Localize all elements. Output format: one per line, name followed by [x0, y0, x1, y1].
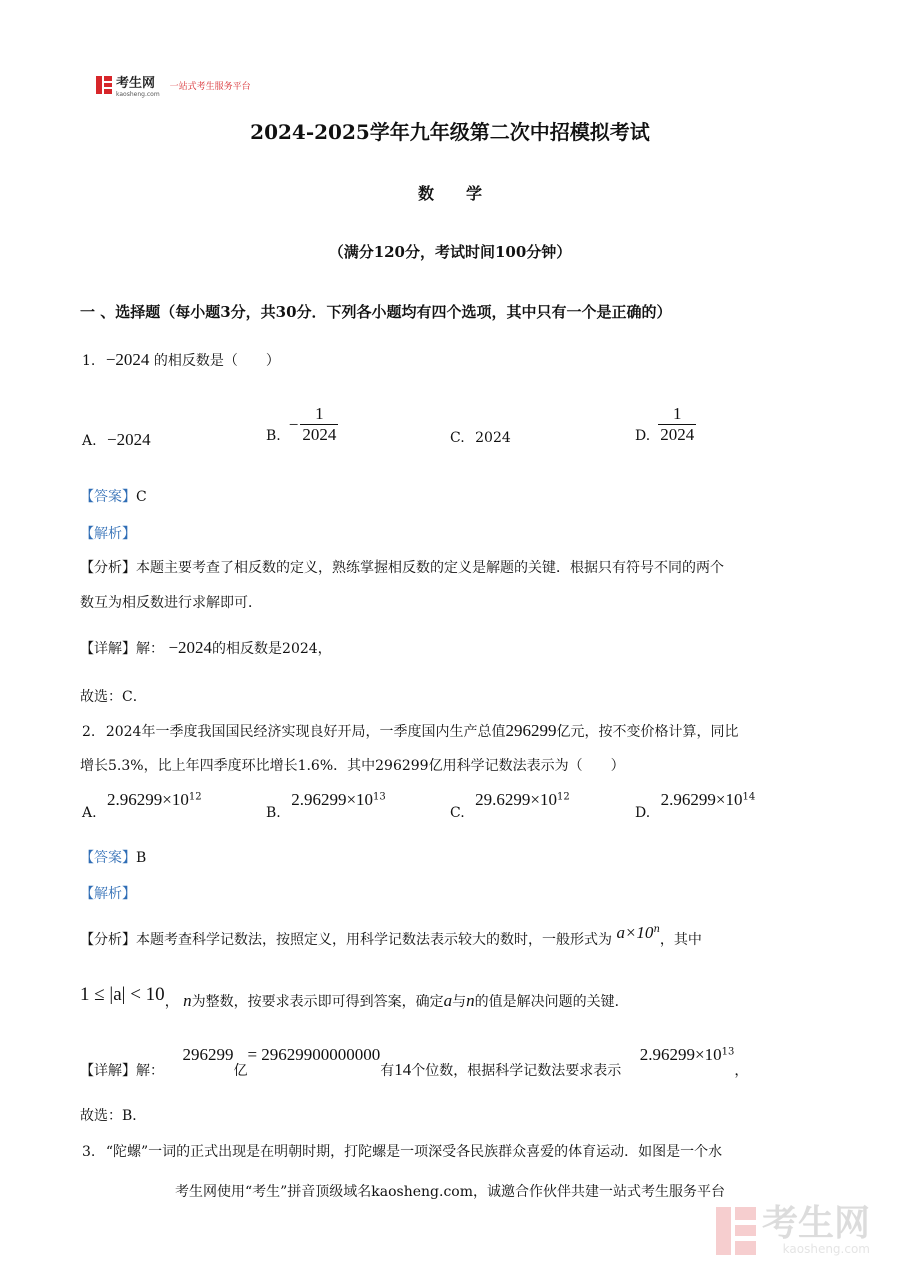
detail-result-exponent: 13 [721, 1046, 735, 1058]
q2-option-d [635, 790, 756, 821]
q1-analysis-tag: 【解析】 [80, 526, 136, 542]
q1-stem-text: 的相反数是（ ） [153, 353, 280, 369]
answer-tag: 【答案】 [80, 489, 136, 505]
answer-value: C [136, 489, 147, 505]
logo-text: 考生网 [116, 76, 156, 91]
detail-value: 296299 [182, 1045, 234, 1064]
option-value: −2024 [107, 430, 151, 449]
watermark-text-block [761, 1203, 870, 1256]
q3-number: 3. [82, 1144, 96, 1160]
q1-expr: −2024 [105, 350, 150, 369]
fraction-denominator: 2024 [660, 425, 695, 444]
section-heading: 一 、选择题（每小题3分，共30分．下列各小题均有四个选项，其中只有一个是正确的） [80, 303, 672, 321]
exam-title: 2024-2025学年九年级第二次中招模拟考试 [250, 120, 650, 144]
fenxi-form: a×10 [616, 923, 654, 942]
q2-fenxi-line1 [80, 923, 702, 949]
watermark-logo [716, 1203, 870, 1256]
q2-stem-line1 [82, 721, 738, 741]
condition-n: n [183, 991, 192, 1010]
detail-post: 的相反数是2024， [212, 641, 332, 657]
q1-fenxi-line2: 数互为相反数进行求解即可． [80, 595, 262, 611]
answer-value: B [136, 850, 147, 866]
q1-option-c [450, 430, 511, 446]
watermark-text: 考生网 [761, 1203, 870, 1244]
exam-subject: 数 学 [417, 184, 482, 203]
stem-text: 2024年一季度我国国民经济实现良好开局，一季度国内生产总值 [105, 724, 506, 740]
logo-text-block [116, 72, 160, 98]
option-label: C. [450, 430, 465, 446]
option-sign: − [288, 414, 299, 434]
q1-number: 1. [82, 353, 96, 369]
detail-end: ， [734, 1063, 749, 1079]
option-base: 2.96299×10 [107, 790, 189, 809]
option-exponent: 13 [373, 791, 386, 803]
answer-tag: 【答案】 [80, 850, 136, 866]
logo-sub: kaosheng.com [116, 91, 160, 98]
q1-answer [80, 486, 147, 506]
q2-condition-line [80, 984, 629, 1012]
option-exponent: 14 [742, 791, 756, 803]
option-exponent: 12 [188, 791, 202, 803]
option-value: 2024 [475, 430, 511, 446]
kaosheng-logo-icon [96, 76, 112, 94]
detail-pre: 解： [136, 1063, 164, 1079]
detail-text: 有 [380, 1063, 395, 1079]
option-fraction [658, 404, 696, 445]
page-footer: 考生网使用“考生”拼音顶级域名kaosheng.com，诚邀合作伙伴共建一站式考生服务平台 [174, 1184, 726, 1200]
q1-option-b [266, 404, 338, 445]
exam-note: （满分120分，考试时间100分钟） [328, 243, 572, 261]
fenxi-form-exponent: n [653, 924, 660, 936]
detail-digits: 14 [394, 1060, 412, 1079]
q2-stem-line2: 增长5.3%，比上年四季度环比增长1.6%．其中296299亿用科学记数法表示为（ ） [80, 758, 625, 774]
q1-fenxi-line1 [80, 557, 724, 577]
option-label: B. [266, 427, 281, 444]
detail-tag: 【详解】 [80, 1063, 136, 1079]
option-base: 29.6299×10 [475, 790, 557, 809]
option-label: D. [635, 805, 651, 821]
condition-a: a [443, 991, 453, 1010]
detail-equation: = 29629900000000 [247, 1045, 381, 1064]
q2-number: 2. [82, 724, 96, 740]
q2-detail [80, 1045, 749, 1079]
q2-analysis-tag: 【解析】 [80, 886, 136, 902]
option-base: 2.96299×10 [291, 790, 374, 809]
detail-pre: 解： [136, 641, 164, 657]
q1-option-d [635, 404, 696, 445]
stem-text: “陀螺”一词的正式出现是在明朝时期，打陀螺是一项深受各民族群众喜爱的体育运动．如图是一个水 [105, 1144, 723, 1160]
fenxi-text: 本题主要考查了相反数的定义，熟练掌握相反数的定义是解题的关键．根据只有符号不同的两个 [136, 560, 724, 576]
fenxi-tag: 【分析】 [80, 932, 136, 948]
q1-detail [80, 638, 332, 658]
watermark-sub: kaosheng.com [782, 1242, 870, 1256]
detail-expr: −2024 [168, 638, 213, 657]
q1-stem [82, 350, 280, 370]
q3-stem-line1 [82, 1141, 722, 1161]
fraction-numerator: 1 [315, 404, 324, 423]
fenxi-text-end: ，其中 [659, 932, 702, 948]
fenxi-text: 本题考查科学记数法，按照定义，用科学记数法表示较大的数时，一般形式为 [136, 932, 612, 948]
option-base: 2.96299×10 [660, 790, 743, 809]
condition-n2: n [466, 991, 475, 1010]
condition-text: 为整数，按要求表示即可得到答案，确定 [191, 994, 444, 1010]
q2-answer [80, 847, 146, 867]
option-label: A. [82, 433, 97, 449]
option-label: C. [450, 805, 465, 821]
option-label: D. [635, 427, 651, 444]
condition-and: 与 [452, 994, 467, 1010]
q2-option-b [266, 790, 386, 821]
header-logo [96, 72, 251, 98]
option-fraction [300, 404, 338, 445]
kaosheng-watermark-icon [716, 1207, 756, 1255]
fraction-denominator: 2024 [302, 425, 337, 444]
logo-slogan: 一站式考生服务平台 [169, 81, 251, 92]
option-label: A. [82, 805, 97, 821]
condition-sep: ， [164, 994, 179, 1010]
q2-choose: 故选：B． [80, 1108, 147, 1124]
option-label: B. [266, 805, 281, 821]
option-exponent: 12 [556, 791, 570, 803]
stem-value: 296299 [505, 721, 557, 740]
q1-option-a [82, 430, 151, 450]
condition-end: 的值是解决问题的关键． [474, 994, 629, 1010]
q2-option-c [450, 790, 570, 821]
q1-choose: 故选：C． [80, 689, 147, 705]
detail-text: 个位数，根据科学记数法要求表示 [411, 1063, 622, 1079]
fraction-numerator: 1 [672, 404, 682, 423]
detail-yi: 亿 [233, 1063, 248, 1079]
stem-text: 亿元，按不变价格计算，同比 [556, 724, 739, 740]
condition-expr: 1 ≤ |a| < 10 [80, 984, 165, 1005]
q2-option-a [82, 790, 202, 821]
fenxi-tag: 【分析】 [80, 560, 136, 576]
detail-tag: 【详解】 [80, 641, 136, 657]
detail-result-base: 2.96299×10 [639, 1045, 722, 1064]
